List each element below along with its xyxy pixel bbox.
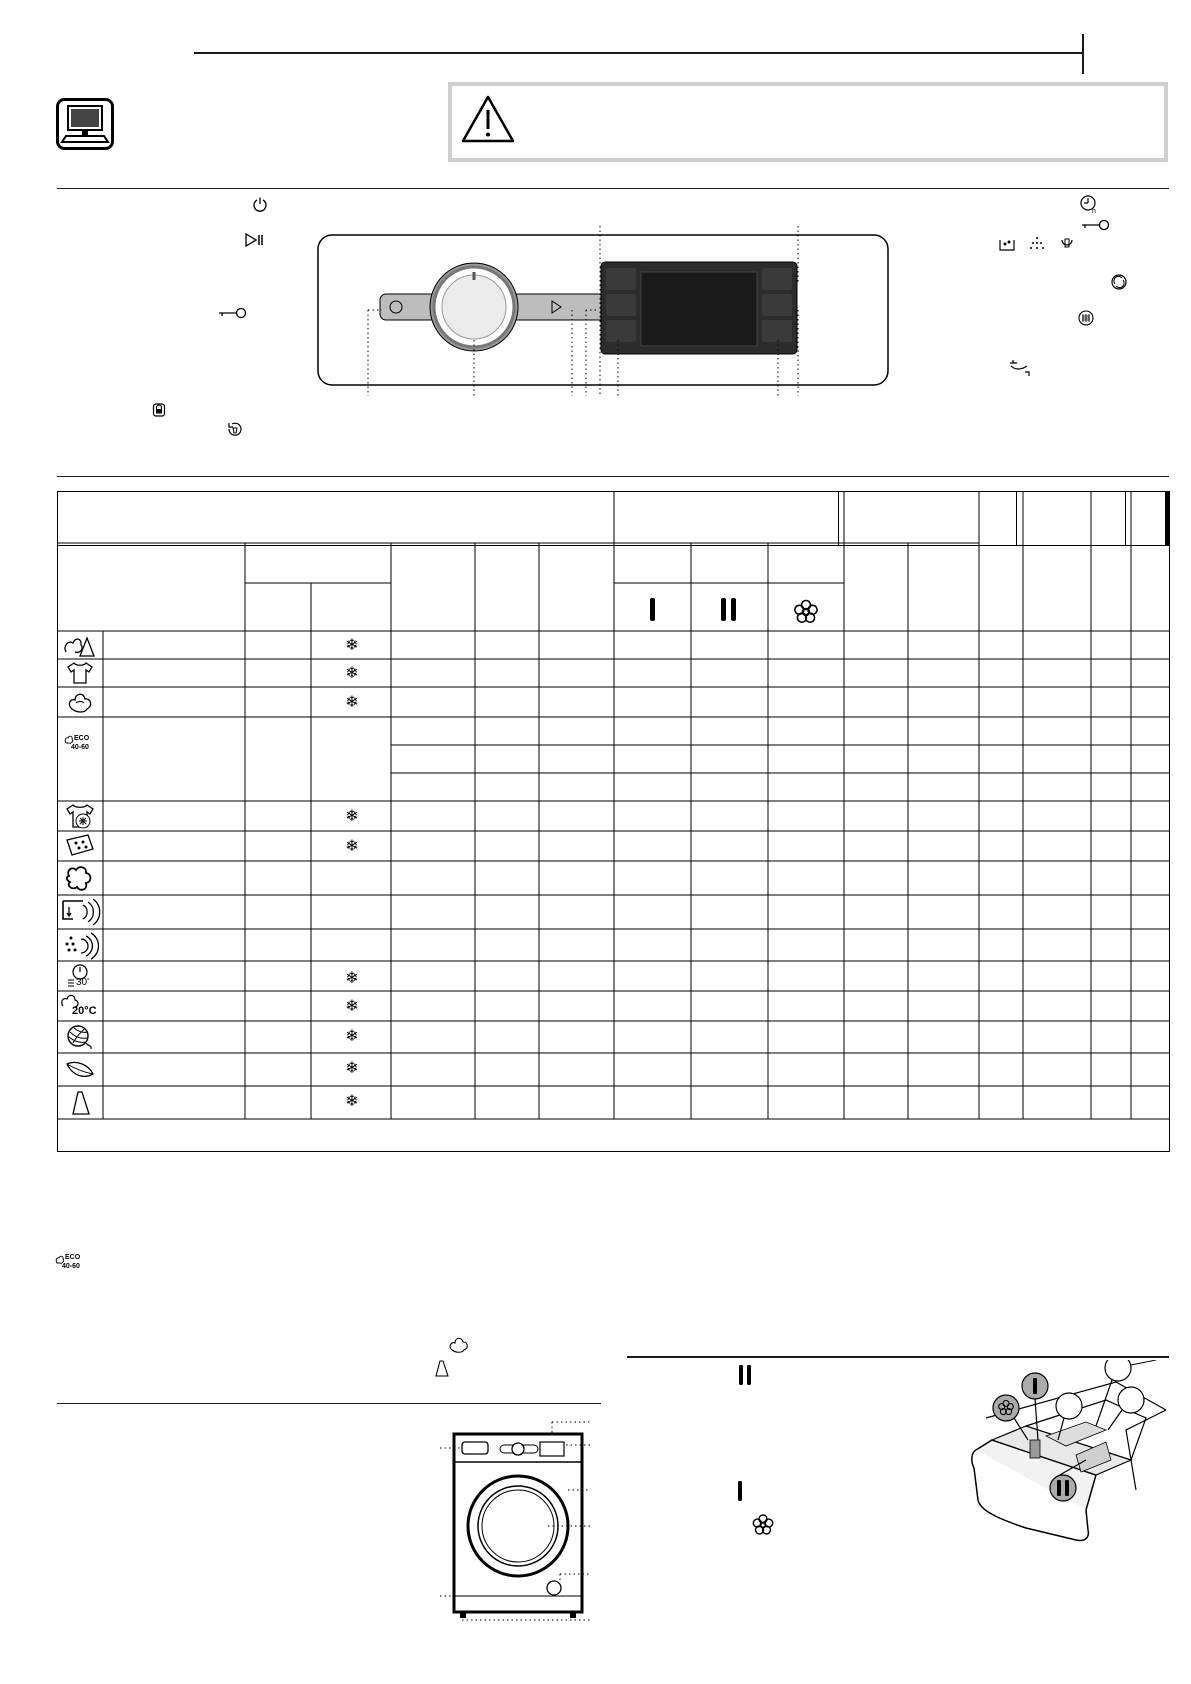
quick-30-icon <box>65 963 97 991</box>
key-icon <box>217 306 247 320</box>
eco-footnote-range: 40-60 <box>62 1263 80 1270</box>
cotton-icon <box>66 689 94 715</box>
steam-refresh-icon <box>226 420 244 438</box>
synthetic-icon-small <box>432 1358 452 1378</box>
snowflake-icon: ❄ <box>345 1060 359 1077</box>
spray-icon <box>1028 236 1046 252</box>
top-rule <box>194 52 1082 54</box>
rinse-spin-icon <box>61 897 101 927</box>
control-panel-illustration <box>316 220 896 400</box>
shirt-icon <box>65 661 95 685</box>
program-rows <box>57 491 1171 1153</box>
eco-footnote-label: ECO <box>65 1254 81 1261</box>
eco-40-60-icon <box>64 734 100 758</box>
snowflake-icon: ❄ <box>345 838 359 855</box>
cotton-synthetic-icon <box>62 634 98 658</box>
eco-label: ECO <box>74 735 90 742</box>
anti-stain-icon <box>64 803 96 831</box>
grid-icon <box>1078 310 1094 326</box>
snowflake-icon: ❄ <box>345 1093 359 1110</box>
spin-drain-icon <box>63 932 99 960</box>
key-icon-right <box>1080 218 1110 232</box>
water-tap-icon <box>1007 358 1033 378</box>
snowflake-icon: ❄ <box>345 998 359 1015</box>
lock-icon <box>151 402 167 418</box>
section-rule-dispenser <box>627 1356 1169 1358</box>
delay-timer-icon <box>1079 194 1099 214</box>
cold-20-label: 20°C <box>72 1005 97 1017</box>
cotton-20-icon <box>60 993 102 1021</box>
spin-icon <box>1110 273 1128 291</box>
compartment-1-symbol <box>736 1480 744 1502</box>
detergent-drawer-illustration <box>966 1360 1171 1550</box>
wool-icon <box>65 1023 95 1051</box>
snowflake-icon: ❄ <box>345 970 359 987</box>
warning-triangle-icon <box>460 94 516 144</box>
cotton-icon-small <box>448 1336 470 1354</box>
delicates-icon <box>64 1056 96 1082</box>
washing-machine-illustration <box>440 1418 600 1628</box>
snowflake-icon: ❄ <box>345 1028 359 1045</box>
temperature-icon <box>1059 236 1075 252</box>
section-rule-appliance <box>57 1403 601 1404</box>
snowflake-icon: ❄ <box>345 694 359 711</box>
section-rule-control-panel <box>57 188 1169 189</box>
steam-icon <box>64 864 96 894</box>
svg-text:h: h <box>1092 208 1096 214</box>
snowflake-icon: ❄ <box>345 808 359 825</box>
snowflake-icon: ❄ <box>345 637 359 654</box>
rinse-icon <box>998 236 1018 252</box>
top-rule-tick <box>1082 34 1084 74</box>
eco-footnote-icon <box>55 1253 95 1275</box>
start-pause-icon <box>244 232 266 248</box>
quick-30-label: 30' <box>76 977 90 988</box>
softener-symbol <box>750 1512 776 1538</box>
snowflake-icon: ❄ <box>345 665 359 682</box>
power-icon <box>252 196 268 212</box>
synthetic-icon <box>67 1089 93 1117</box>
section-rule-programs <box>57 476 1169 477</box>
compartment-2-symbol <box>737 1364 753 1386</box>
duvet-icon <box>64 833 96 859</box>
monitor-icon <box>56 98 114 150</box>
eco-range: 40-60 <box>71 744 89 751</box>
warning-box <box>448 82 1168 162</box>
